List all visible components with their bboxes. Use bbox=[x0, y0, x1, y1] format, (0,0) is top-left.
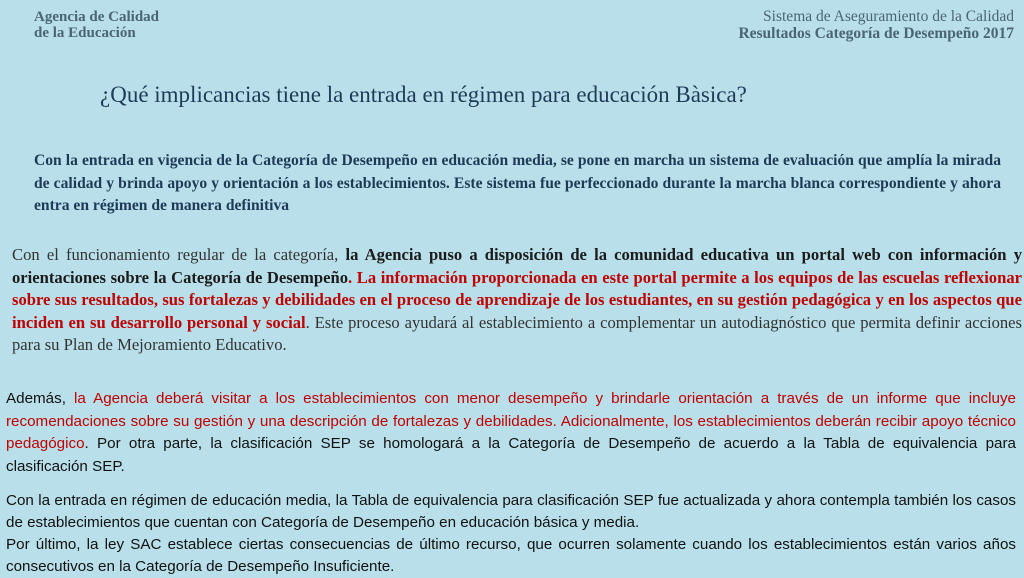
portal-paragraph bbox=[12, 244, 1022, 357]
portal-text-period: . bbox=[348, 267, 357, 287]
visit-text-intro: Además, bbox=[6, 390, 75, 407]
organization-name-line2: de la Educación bbox=[34, 25, 136, 41]
portal-text-process: . Este proceso ayudará al establecimiento a complementar un autodiagnóstico que permita definir acciones para su Plan de Mejoramiento Educativo. bbox=[12, 312, 1022, 354]
portal-text-information: La información proporcionada en este portal permite a los equipos de las escuelas reflexionar sobre sus resultados, sus fortalezas y debilidades en el proceso de aprendizaje de los estudiantes, en su gestión pedagógica y en los aspectos que inciden en su desarrollo personal y social bbox=[12, 267, 1022, 332]
portal-text-intro: Con el funcionamiento regular de la categoría, bbox=[12, 245, 346, 264]
organization-name bbox=[34, 9, 159, 41]
results-subtitle: Resultados Categoría de Desempeño 2017 bbox=[738, 25, 1014, 42]
system-name: Sistema de Aseguramiento de la Calidad bbox=[763, 8, 1014, 25]
visit-text-agency: la Agencia deberá visitar a los establecimientos con menor desempeño y brindarle orientación a través de un informe que incluye recomendaciones sobre su gestión y una descripción de fortalezas y debilidades. Adicionalmente, los establecimientos deberán recibir apoyo técnico pedagógico bbox=[6, 390, 1016, 452]
closing-text-consequences: Por último, la ley SAC establece ciertas consecuencias de último recurso, que ocurren solamente cuando los establecimientos están varios años consecutivos en la Categoría de Desempeño Insuficiente. bbox=[6, 536, 1016, 575]
visit-text-sep: . Por otra parte, la clasificación SEP se homologará a la Categoría de Desempeño de acuerdo a la Tabla de equivalencia para clasificación SEP. bbox=[6, 435, 1016, 475]
visit-paragraph bbox=[6, 388, 1016, 478]
portal-text-agency: la Agencia puso a disposición de la comunidad educativa un portal web con información y orientaciones sobre la Categoría de Desempeño bbox=[12, 245, 1022, 287]
closing-paragraph bbox=[6, 490, 1016, 578]
slide-title: ¿Qué implicancias tiene la entrada en régimen para educación Bàsica? bbox=[100, 82, 747, 107]
organization-name-line1: Agencia de Calidad bbox=[34, 9, 160, 25]
closing-text-equivalence: Con la entrada en régimen de educación media, la Tabla de equivalencia para clasificación SEP fue actualizada y ahora contempla también los casos de establecimientos que cuentan con Categoría de Desempeño en educación básica y media. bbox=[6, 492, 1016, 531]
intro-paragraph: Con la entrada en vigencia de la Categoría de Desempeño en educación media, se pone en marcha un sistema de evaluación que amplía la mirada de calidad y brinda apoyo y orientación a los establecimientos. Este sistema fue perfeccionado durante la marcha blanca correspondiente y ahora entra en régimen de manera definitiva bbox=[34, 152, 1001, 214]
system-header bbox=[738, 8, 1014, 42]
